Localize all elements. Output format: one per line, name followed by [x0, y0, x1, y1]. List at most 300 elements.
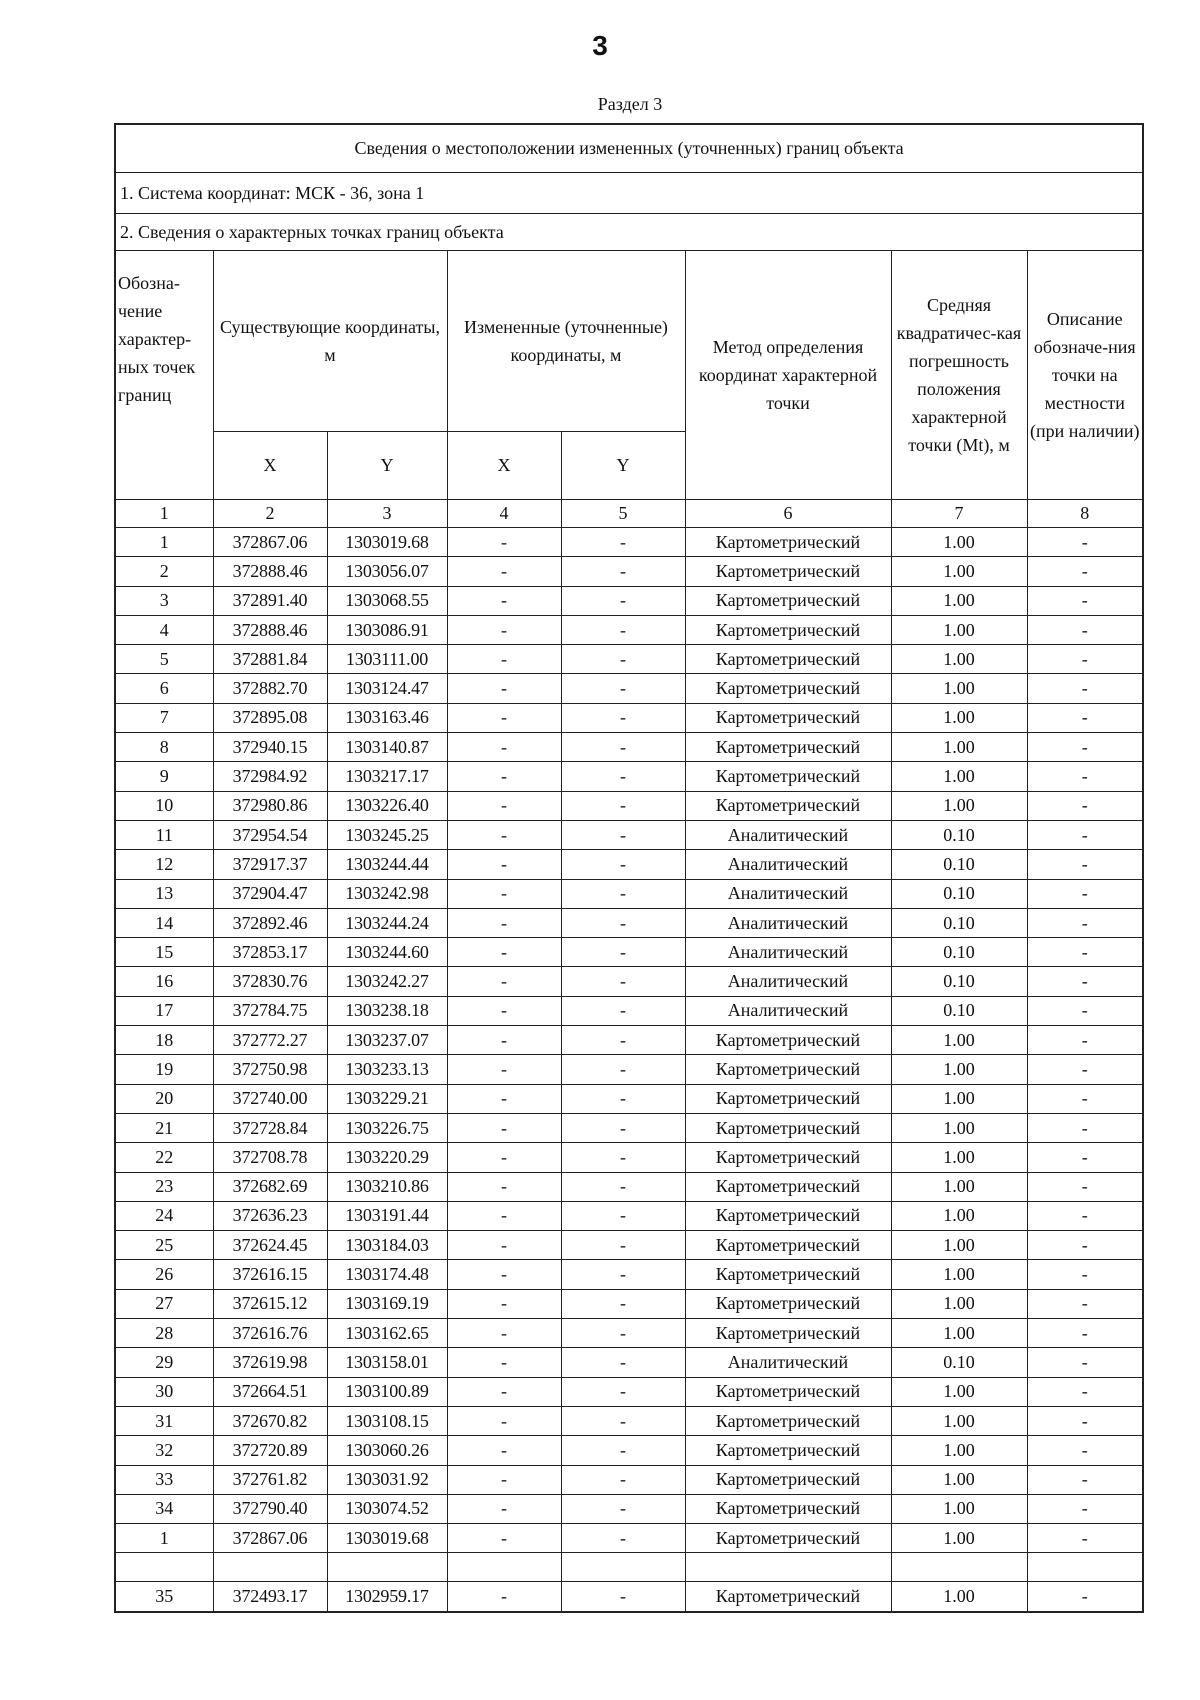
method-cell: Картометрический: [685, 1201, 891, 1230]
error-cell: 1.00: [891, 1406, 1027, 1435]
existing-x-cell: 372892.46: [213, 908, 327, 937]
header-changed-y: Y: [561, 432, 685, 500]
existing-x-cell: 372904.47: [213, 879, 327, 908]
error-cell: 1.00: [891, 1436, 1027, 1465]
method-cell: Картометрический: [685, 1494, 891, 1523]
existing-y-cell: 1303184.03: [327, 1231, 447, 1260]
error-cell: 1.00: [891, 674, 1027, 703]
existing-y-cell: 1303060.26: [327, 1436, 447, 1465]
existing-y-cell: 1303245.25: [327, 820, 447, 849]
existing-y-cell: 1302959.17: [327, 1582, 447, 1612]
changed-x-cell: -: [447, 1494, 561, 1523]
table-row: [115, 1172, 1143, 1201]
existing-x-cell: 372772.27: [213, 1026, 327, 1055]
points-heading: 2. Сведения о характерных точках границ объекта: [115, 214, 1143, 251]
description-cell: -: [1027, 1465, 1143, 1494]
description-cell: -: [1027, 1143, 1143, 1172]
changed-x-cell: -: [447, 1260, 561, 1289]
error-cell: 1.00: [891, 1289, 1027, 1318]
description-cell: -: [1027, 850, 1143, 879]
error-cell: [891, 1553, 1027, 1582]
description-cell: -: [1027, 528, 1143, 557]
existing-x-cell: 372761.82: [213, 1465, 327, 1494]
description-cell: -: [1027, 1231, 1143, 1260]
point-id-cell: 8: [115, 733, 213, 762]
existing-y-cell: [327, 1553, 447, 1582]
table-row: [115, 703, 1143, 732]
point-id-cell: [115, 1553, 213, 1582]
error-cell: 0.10: [891, 967, 1027, 996]
table-row: [115, 762, 1143, 791]
point-id-cell: 25: [115, 1231, 213, 1260]
point-id-cell: 12: [115, 850, 213, 879]
changed-x-cell: -: [447, 557, 561, 586]
point-id-cell: 30: [115, 1377, 213, 1406]
point-id-cell: 29: [115, 1348, 213, 1377]
existing-y-cell: 1303174.48: [327, 1260, 447, 1289]
page-number: 3: [592, 30, 608, 61]
point-id-cell: 10: [115, 791, 213, 820]
description-cell: -: [1027, 1055, 1143, 1084]
changed-x-cell: -: [447, 996, 561, 1025]
existing-y-cell: 1303074.52: [327, 1494, 447, 1523]
description-cell: -: [1027, 908, 1143, 937]
changed-y-cell: -: [561, 1113, 685, 1142]
point-id-cell: 14: [115, 908, 213, 937]
description-cell: -: [1027, 1494, 1143, 1523]
changed-y-cell: -: [561, 733, 685, 762]
error-cell: 1.00: [891, 1084, 1027, 1113]
error-cell: 0.10: [891, 938, 1027, 967]
changed-x-cell: -: [447, 615, 561, 644]
point-id-cell: 1: [115, 1524, 213, 1553]
column-number: 4: [447, 500, 561, 528]
method-cell: Картометрический: [685, 1026, 891, 1055]
existing-x-cell: 372740.00: [213, 1084, 327, 1113]
table-row: [115, 1084, 1143, 1113]
table-row: [115, 820, 1143, 849]
changed-y-cell: -: [561, 1055, 685, 1084]
description-cell: -: [1027, 1524, 1143, 1553]
existing-x-cell: 372984.92: [213, 762, 327, 791]
changed-y-cell: -: [561, 615, 685, 644]
description-cell: -: [1027, 1113, 1143, 1142]
changed-x-cell: -: [447, 645, 561, 674]
existing-x-cell: 372881.84: [213, 645, 327, 674]
description-cell: -: [1027, 1582, 1143, 1612]
description-cell: -: [1027, 1436, 1143, 1465]
changed-x-cell: -: [447, 820, 561, 849]
error-cell: 1.00: [891, 1055, 1027, 1084]
table-row: [115, 645, 1143, 674]
table-row: [115, 1494, 1143, 1523]
description-cell: -: [1027, 938, 1143, 967]
changed-x-cell: -: [447, 1201, 561, 1230]
table-row: [115, 1348, 1143, 1377]
description-cell: -: [1027, 820, 1143, 849]
method-cell: Картометрический: [685, 762, 891, 791]
description-cell: -: [1027, 557, 1143, 586]
changed-y-cell: -: [561, 1465, 685, 1494]
error-cell: 1.00: [891, 703, 1027, 732]
existing-y-cell: 1303244.60: [327, 938, 447, 967]
changed-y-cell: [561, 1553, 685, 1582]
description-cell: -: [1027, 733, 1143, 762]
changed-y-cell: -: [561, 1436, 685, 1465]
table-row: [115, 1231, 1143, 1260]
changed-y-cell: -: [561, 1406, 685, 1435]
error-cell: 1.00: [891, 762, 1027, 791]
error-cell: 1.00: [891, 1494, 1027, 1523]
header-error: Средняя квадратичес-кая погрешность положения характерной точки (Mt), м: [891, 251, 1027, 500]
changed-y-cell: -: [561, 703, 685, 732]
changed-y-cell: -: [561, 762, 685, 791]
existing-x-cell: 372867.06: [213, 528, 327, 557]
existing-x-cell: 372708.78: [213, 1143, 327, 1172]
existing-y-cell: 1303226.75: [327, 1113, 447, 1142]
description-cell: -: [1027, 762, 1143, 791]
changed-x-cell: -: [447, 938, 561, 967]
point-id-cell: 34: [115, 1494, 213, 1523]
changed-y-cell: -: [561, 1582, 685, 1612]
method-cell: Картометрический: [685, 733, 891, 762]
table-row: [115, 615, 1143, 644]
error-cell: 1.00: [891, 615, 1027, 644]
table-row: [115, 1582, 1143, 1612]
table-row: [115, 1026, 1143, 1055]
existing-x-cell: 372615.12: [213, 1289, 327, 1318]
description-cell: -: [1027, 1406, 1143, 1435]
changed-y-cell: -: [561, 850, 685, 879]
error-cell: 1.00: [891, 1377, 1027, 1406]
changed-y-cell: -: [561, 1524, 685, 1553]
header-existing-y: Y: [327, 432, 447, 500]
existing-x-cell: 372917.37: [213, 850, 327, 879]
changed-x-cell: -: [447, 1084, 561, 1113]
existing-x-cell: 372882.70: [213, 674, 327, 703]
changed-y-cell: -: [561, 1143, 685, 1172]
changed-y-cell: -: [561, 557, 685, 586]
changed-y-cell: -: [561, 996, 685, 1025]
point-id-cell: 28: [115, 1319, 213, 1348]
method-cell: Картометрический: [685, 615, 891, 644]
changed-x-cell: -: [447, 1348, 561, 1377]
point-id-cell: 13: [115, 879, 213, 908]
description-cell: -: [1027, 967, 1143, 996]
point-id-cell: 31: [115, 1406, 213, 1435]
error-cell: 0.10: [891, 1348, 1027, 1377]
header-existing-coords: Существующие координаты, м: [213, 251, 447, 432]
existing-y-cell: 1303244.44: [327, 850, 447, 879]
point-id-cell: 9: [115, 762, 213, 791]
existing-x-cell: 372888.46: [213, 557, 327, 586]
error-cell: 1.00: [891, 586, 1027, 615]
existing-y-cell: 1303140.87: [327, 733, 447, 762]
column-number: 6: [685, 500, 891, 528]
existing-y-cell: 1303163.46: [327, 703, 447, 732]
error-cell: 1.00: [891, 733, 1027, 762]
error-cell: 1.00: [891, 645, 1027, 674]
table-row: [115, 967, 1143, 996]
changed-x-cell: -: [447, 1113, 561, 1142]
table-row: [115, 1143, 1143, 1172]
changed-x-cell: -: [447, 1172, 561, 1201]
changed-y-cell: -: [561, 528, 685, 557]
table-row: [115, 791, 1143, 820]
changed-y-cell: -: [561, 908, 685, 937]
existing-y-cell: 1303217.17: [327, 762, 447, 791]
method-cell: Аналитический: [685, 996, 891, 1025]
description-cell: -: [1027, 996, 1143, 1025]
changed-x-cell: -: [447, 1582, 561, 1612]
changed-y-cell: -: [561, 820, 685, 849]
description-cell: -: [1027, 1026, 1143, 1055]
existing-y-cell: 1303242.27: [327, 967, 447, 996]
changed-x-cell: -: [447, 528, 561, 557]
header-changed-x: X: [447, 432, 561, 500]
existing-x-cell: 372895.08: [213, 703, 327, 732]
description-cell: -: [1027, 1201, 1143, 1230]
existing-y-cell: 1303169.19: [327, 1289, 447, 1318]
point-id-cell: 35: [115, 1582, 213, 1612]
point-id-cell: 5: [115, 645, 213, 674]
existing-y-cell: 1303068.55: [327, 586, 447, 615]
existing-y-cell: 1303019.68: [327, 1524, 447, 1553]
existing-x-cell: 372619.98: [213, 1348, 327, 1377]
description-cell: -: [1027, 1348, 1143, 1377]
error-cell: 0.10: [891, 850, 1027, 879]
changed-x-cell: -: [447, 1055, 561, 1084]
description-cell: -: [1027, 1319, 1143, 1348]
existing-x-cell: 372940.15: [213, 733, 327, 762]
point-id-cell: 26: [115, 1260, 213, 1289]
table-row: [115, 557, 1143, 586]
description-cell: [1027, 1553, 1143, 1582]
changed-y-cell: -: [561, 938, 685, 967]
existing-y-cell: 1303162.65: [327, 1319, 447, 1348]
error-cell: 1.00: [891, 791, 1027, 820]
existing-y-cell: 1303210.86: [327, 1172, 447, 1201]
method-cell: Аналитический: [685, 1348, 891, 1377]
existing-y-cell: 1303056.07: [327, 557, 447, 586]
point-id-cell: 24: [115, 1201, 213, 1230]
method-cell: Картометрический: [685, 1524, 891, 1553]
method-cell: Аналитический: [685, 879, 891, 908]
existing-y-cell: 1303229.21: [327, 1084, 447, 1113]
existing-x-cell: 372682.69: [213, 1172, 327, 1201]
table-title: Сведения о местоположении измененных (уточненных) границ объекта: [115, 124, 1143, 173]
existing-y-cell: 1303158.01: [327, 1348, 447, 1377]
method-cell: Аналитический: [685, 850, 891, 879]
method-cell: Картометрический: [685, 791, 891, 820]
existing-x-cell: [213, 1553, 327, 1582]
existing-x-cell: 372891.40: [213, 586, 327, 615]
existing-x-cell: 372728.84: [213, 1113, 327, 1142]
existing-x-cell: 372853.17: [213, 938, 327, 967]
error-cell: 0.10: [891, 996, 1027, 1025]
column-number: 2: [213, 500, 327, 528]
existing-y-cell: 1303242.98: [327, 879, 447, 908]
changed-x-cell: -: [447, 967, 561, 996]
method-cell: Картометрический: [685, 1055, 891, 1084]
changed-x-cell: -: [447, 1289, 561, 1318]
existing-x-cell: 372664.51: [213, 1377, 327, 1406]
changed-y-cell: -: [561, 674, 685, 703]
changed-y-cell: -: [561, 1201, 685, 1230]
point-id-cell: 7: [115, 703, 213, 732]
changed-x-cell: -: [447, 1319, 561, 1348]
method-cell: Картометрический: [685, 1231, 891, 1260]
column-number: 7: [891, 500, 1027, 528]
point-id-cell: 21: [115, 1113, 213, 1142]
method-cell: Картометрический: [685, 1319, 891, 1348]
existing-x-cell: 372624.45: [213, 1231, 327, 1260]
error-cell: 1.00: [891, 528, 1027, 557]
error-cell: 1.00: [891, 1260, 1027, 1289]
table-row: [115, 733, 1143, 762]
header-method: Метод определения координат характерной точки: [685, 251, 891, 500]
changed-x-cell: -: [447, 733, 561, 762]
table-row: [115, 674, 1143, 703]
table-row: [115, 1289, 1143, 1318]
changed-x-cell: -: [447, 1465, 561, 1494]
changed-y-cell: -: [561, 1377, 685, 1406]
table-row: [115, 1436, 1143, 1465]
existing-x-cell: 372636.23: [213, 1201, 327, 1230]
table-row: [115, 1524, 1143, 1553]
header-designation: Обозна-чение характер-ных точек границ: [115, 251, 213, 500]
changed-y-cell: -: [561, 879, 685, 908]
changed-x-cell: -: [447, 1231, 561, 1260]
existing-y-cell: 1303226.40: [327, 791, 447, 820]
error-cell: 1.00: [891, 1143, 1027, 1172]
boundary-points-table: [114, 123, 1144, 1613]
method-cell: Картометрический: [685, 1436, 891, 1465]
point-id-cell: 18: [115, 1026, 213, 1055]
changed-y-cell: -: [561, 1494, 685, 1523]
error-cell: 0.10: [891, 879, 1027, 908]
changed-x-cell: -: [447, 1377, 561, 1406]
existing-y-cell: 1303244.24: [327, 908, 447, 937]
description-cell: -: [1027, 1084, 1143, 1113]
description-cell: -: [1027, 1377, 1143, 1406]
description-cell: -: [1027, 1260, 1143, 1289]
method-cell: Картометрический: [685, 557, 891, 586]
table-row: [115, 1319, 1143, 1348]
error-cell: 1.00: [891, 1524, 1027, 1553]
method-cell: Картометрический: [685, 1113, 891, 1142]
table-row-empty: [115, 1553, 1143, 1582]
table-row: [115, 586, 1143, 615]
changed-y-cell: -: [561, 1319, 685, 1348]
method-cell: Аналитический: [685, 908, 891, 937]
error-cell: 1.00: [891, 1319, 1027, 1348]
point-id-cell: 2: [115, 557, 213, 586]
method-cell: Картометрический: [685, 645, 891, 674]
error-cell: 1.00: [891, 1026, 1027, 1055]
error-cell: 1.00: [891, 1201, 1027, 1230]
existing-x-cell: 372830.76: [213, 967, 327, 996]
method-cell: Картометрический: [685, 1582, 891, 1612]
table-row: [115, 938, 1143, 967]
changed-x-cell: -: [447, 879, 561, 908]
description-cell: -: [1027, 703, 1143, 732]
existing-x-cell: 372720.89: [213, 1436, 327, 1465]
description-cell: -: [1027, 586, 1143, 615]
existing-x-cell: 372790.40: [213, 1494, 327, 1523]
error-cell: 1.00: [891, 1465, 1027, 1494]
changed-x-cell: -: [447, 1026, 561, 1055]
changed-y-cell: -: [561, 1260, 685, 1289]
changed-x-cell: -: [447, 674, 561, 703]
changed-y-cell: -: [561, 1231, 685, 1260]
existing-x-cell: 372784.75: [213, 996, 327, 1025]
existing-x-cell: 372888.46: [213, 615, 327, 644]
changed-x-cell: -: [447, 586, 561, 615]
method-cell: Картометрический: [685, 1143, 891, 1172]
existing-y-cell: 1303019.68: [327, 528, 447, 557]
method-cell: Картометрический: [685, 1260, 891, 1289]
error-cell: 1.00: [891, 1113, 1027, 1142]
description-cell: -: [1027, 879, 1143, 908]
description-cell: -: [1027, 1289, 1143, 1318]
point-id-cell: 15: [115, 938, 213, 967]
existing-x-cell: 372493.17: [213, 1582, 327, 1612]
changed-x-cell: -: [447, 1436, 561, 1465]
table-row: [115, 1377, 1143, 1406]
header-existing-x: X: [213, 432, 327, 500]
existing-y-cell: 1303233.13: [327, 1055, 447, 1084]
description-cell: -: [1027, 645, 1143, 674]
table-row: [115, 528, 1143, 557]
method-cell: Аналитический: [685, 938, 891, 967]
existing-y-cell: 1303111.00: [327, 645, 447, 674]
method-cell: Картометрический: [685, 1084, 891, 1113]
table-row: [115, 1055, 1143, 1084]
header-description: Описание обозначе-ния точки на местности (при наличии): [1027, 251, 1143, 500]
point-id-cell: 33: [115, 1465, 213, 1494]
table-row: [115, 1406, 1143, 1435]
method-cell: Картометрический: [685, 674, 891, 703]
description-cell: -: [1027, 615, 1143, 644]
changed-y-cell: -: [561, 967, 685, 996]
existing-x-cell: 372867.06: [213, 1524, 327, 1553]
existing-y-cell: 1303220.29: [327, 1143, 447, 1172]
existing-y-cell: 1303086.91: [327, 615, 447, 644]
method-cell: Картометрический: [685, 703, 891, 732]
point-id-cell: 20: [115, 1084, 213, 1113]
point-id-cell: 3: [115, 586, 213, 615]
existing-y-cell: 1303191.44: [327, 1201, 447, 1230]
error-cell: 0.10: [891, 820, 1027, 849]
existing-y-cell: 1303100.89: [327, 1377, 447, 1406]
changed-x-cell: -: [447, 850, 561, 879]
error-cell: 0.10: [891, 908, 1027, 937]
error-cell: 1.00: [891, 557, 1027, 586]
table-row: [115, 908, 1143, 937]
point-id-cell: 16: [115, 967, 213, 996]
changed-x-cell: -: [447, 1406, 561, 1435]
error-cell: 1.00: [891, 1231, 1027, 1260]
column-number: 5: [561, 500, 685, 528]
existing-x-cell: 372980.86: [213, 791, 327, 820]
description-cell: -: [1027, 1172, 1143, 1201]
point-id-cell: 17: [115, 996, 213, 1025]
changed-x-cell: -: [447, 791, 561, 820]
table-row: [115, 1260, 1143, 1289]
error-cell: 1.00: [891, 1172, 1027, 1201]
existing-y-cell: 1303237.07: [327, 1026, 447, 1055]
